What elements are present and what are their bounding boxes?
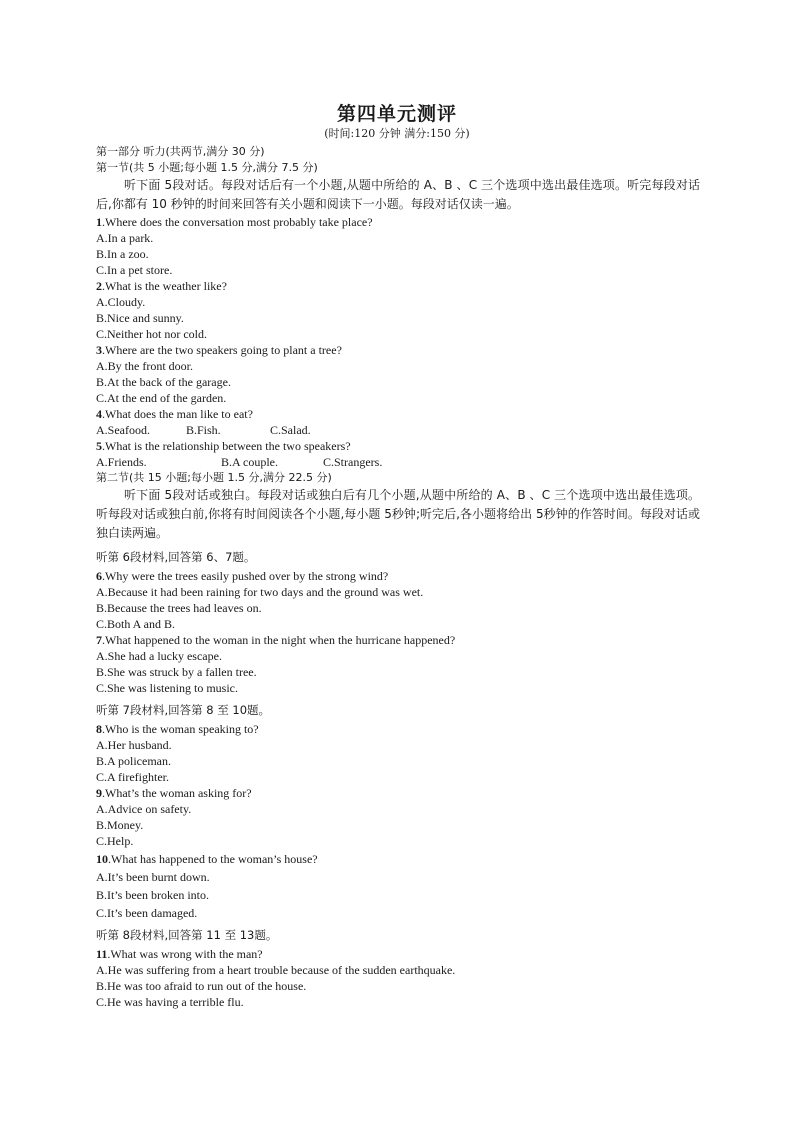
- option: C.Both A and B.: [96, 617, 176, 631]
- option: B.He was too afraid to run out of the house.: [96, 979, 307, 993]
- material-label: 听第 8段材料,回答第 11 至 13题。: [96, 928, 278, 942]
- option: C.She was listening to music.: [96, 681, 238, 695]
- question: [96, 214, 700, 230]
- option: C.In a pet store.: [96, 263, 173, 277]
- question-number: 2: [96, 279, 102, 293]
- question-text: .Where are the two speakers going to plant a tree?: [102, 343, 342, 357]
- section1-instructions: 听下面 5段对话。每段对话后有一个小题,从题中所给的 A、B 、C 三个选项中选出最佳选项。听完每段对话后,你都有 10 秒钟的时间来回答有关小题和阅读下一小题。每段对话仅读一遍。: [96, 178, 700, 211]
- option: A.He was suffering from a heart trouble because of the sudden earthquake.: [96, 963, 456, 977]
- option: B.A couple.: [221, 455, 278, 469]
- option: A.Her husband.: [96, 738, 172, 752]
- question-number: 5: [96, 439, 102, 453]
- option: B.Because the trees had leaves on.: [96, 601, 262, 615]
- question: [96, 406, 700, 422]
- option: B.At the back of the garage.: [96, 375, 231, 389]
- option: A.Advice on safety.: [96, 802, 192, 816]
- question-text: .What is the relationship between the two speakers?: [102, 439, 351, 453]
- question-number: 3: [96, 343, 102, 357]
- option: A.Seafood.: [96, 423, 150, 437]
- question: [96, 632, 700, 648]
- question: [96, 946, 700, 962]
- option: B.She was struck by a fallen tree.: [96, 665, 257, 679]
- question-text: .What is the weather like?: [102, 279, 227, 293]
- question-text: .What happened to the woman in the night when the hurricane happened?: [102, 633, 456, 647]
- option: A.She had a lucky escape.: [96, 649, 222, 663]
- section1-heading: 第一节(共 5 小题;每小题 1.5 分,满分 7.5 分): [96, 161, 318, 174]
- page-subtitle: (时间:120 分钟 满分:150 分): [324, 127, 470, 140]
- option: C.Salad.: [270, 423, 311, 437]
- question: [96, 851, 700, 867]
- option: C.At the end of the garden.: [96, 391, 227, 405]
- section2-instructions: 听下面 5段对话或独白。每段对话或独白后有几个小题,从题中所给的 A、B 、C 三个选项中选出最佳选项。听每段对话或独白前,你将有时间阅读各个小题,每小题 5秒钟;听完后,各小题将给出 5秒钟的作答时间。每段对话或独白读两遍。: [96, 488, 700, 540]
- question-number: 4: [96, 407, 102, 421]
- option: B.In a zoo.: [96, 247, 149, 261]
- question-number: 6: [96, 569, 102, 583]
- option: A.In a park.: [96, 231, 154, 245]
- option: A.By the front door.: [96, 359, 193, 373]
- question-number: 10: [96, 852, 108, 866]
- question-text: .What has happened to the woman’s house?: [108, 852, 318, 866]
- question: [96, 278, 700, 294]
- question: [96, 785, 700, 801]
- page-title: 第四单元测评: [336, 103, 457, 125]
- option-row: [96, 422, 700, 438]
- part1-heading: 第一部分 听力(共两节,满分 30 分): [96, 145, 265, 158]
- option: B.Nice and sunny.: [96, 311, 184, 325]
- option: B.Money.: [96, 818, 144, 832]
- question-number: 1: [96, 215, 102, 229]
- option: B.It’s been broken into.: [96, 888, 209, 902]
- material-label: 听第 6段材料,回答第 6、7题。: [96, 550, 256, 564]
- option: C.It’s been damaged.: [96, 906, 198, 920]
- question-number: 7: [96, 633, 102, 647]
- question-text: .What was wrong with the man?: [107, 947, 263, 961]
- option: B.Fish.: [186, 423, 221, 437]
- option: C.Neither hot nor cold.: [96, 327, 207, 341]
- question-text: .What does the man like to eat?: [102, 407, 253, 421]
- question: [96, 342, 700, 358]
- option: C.Strangers.: [323, 455, 383, 469]
- content: [96, 144, 700, 1010]
- question: [96, 568, 700, 584]
- question-text: .Where does the conversation most probably take place?: [102, 215, 373, 229]
- option-row: [96, 454, 700, 470]
- option: C.He was having a terrible flu.: [96, 995, 244, 1009]
- question-text: .What’s the woman asking for?: [102, 786, 252, 800]
- option: A.It’s been burnt down.: [96, 870, 210, 884]
- question-number: 9: [96, 786, 102, 800]
- question-text: .Who is the woman speaking to?: [102, 722, 259, 736]
- material-label: 听第 7段材料,回答第 8 至 10题。: [96, 703, 271, 717]
- option: C.A firefighter.: [96, 770, 169, 784]
- question-number: 11: [96, 947, 108, 961]
- option: C.Help.: [96, 834, 134, 848]
- question: [96, 438, 700, 454]
- question-text: .Why were the trees easily pushed over by the strong wind?: [102, 569, 389, 583]
- section2-heading: 第二节(共 15 小题;每小题 1.5 分,满分 22.5 分): [96, 471, 332, 484]
- option: A.Cloudy.: [96, 295, 146, 309]
- option: B.A policeman.: [96, 754, 171, 768]
- question-number: 8: [96, 722, 102, 736]
- option: A.Friends.: [96, 455, 147, 469]
- option: A.Because it had been raining for two days and the ground was wet.: [96, 585, 424, 599]
- question: [96, 721, 700, 737]
